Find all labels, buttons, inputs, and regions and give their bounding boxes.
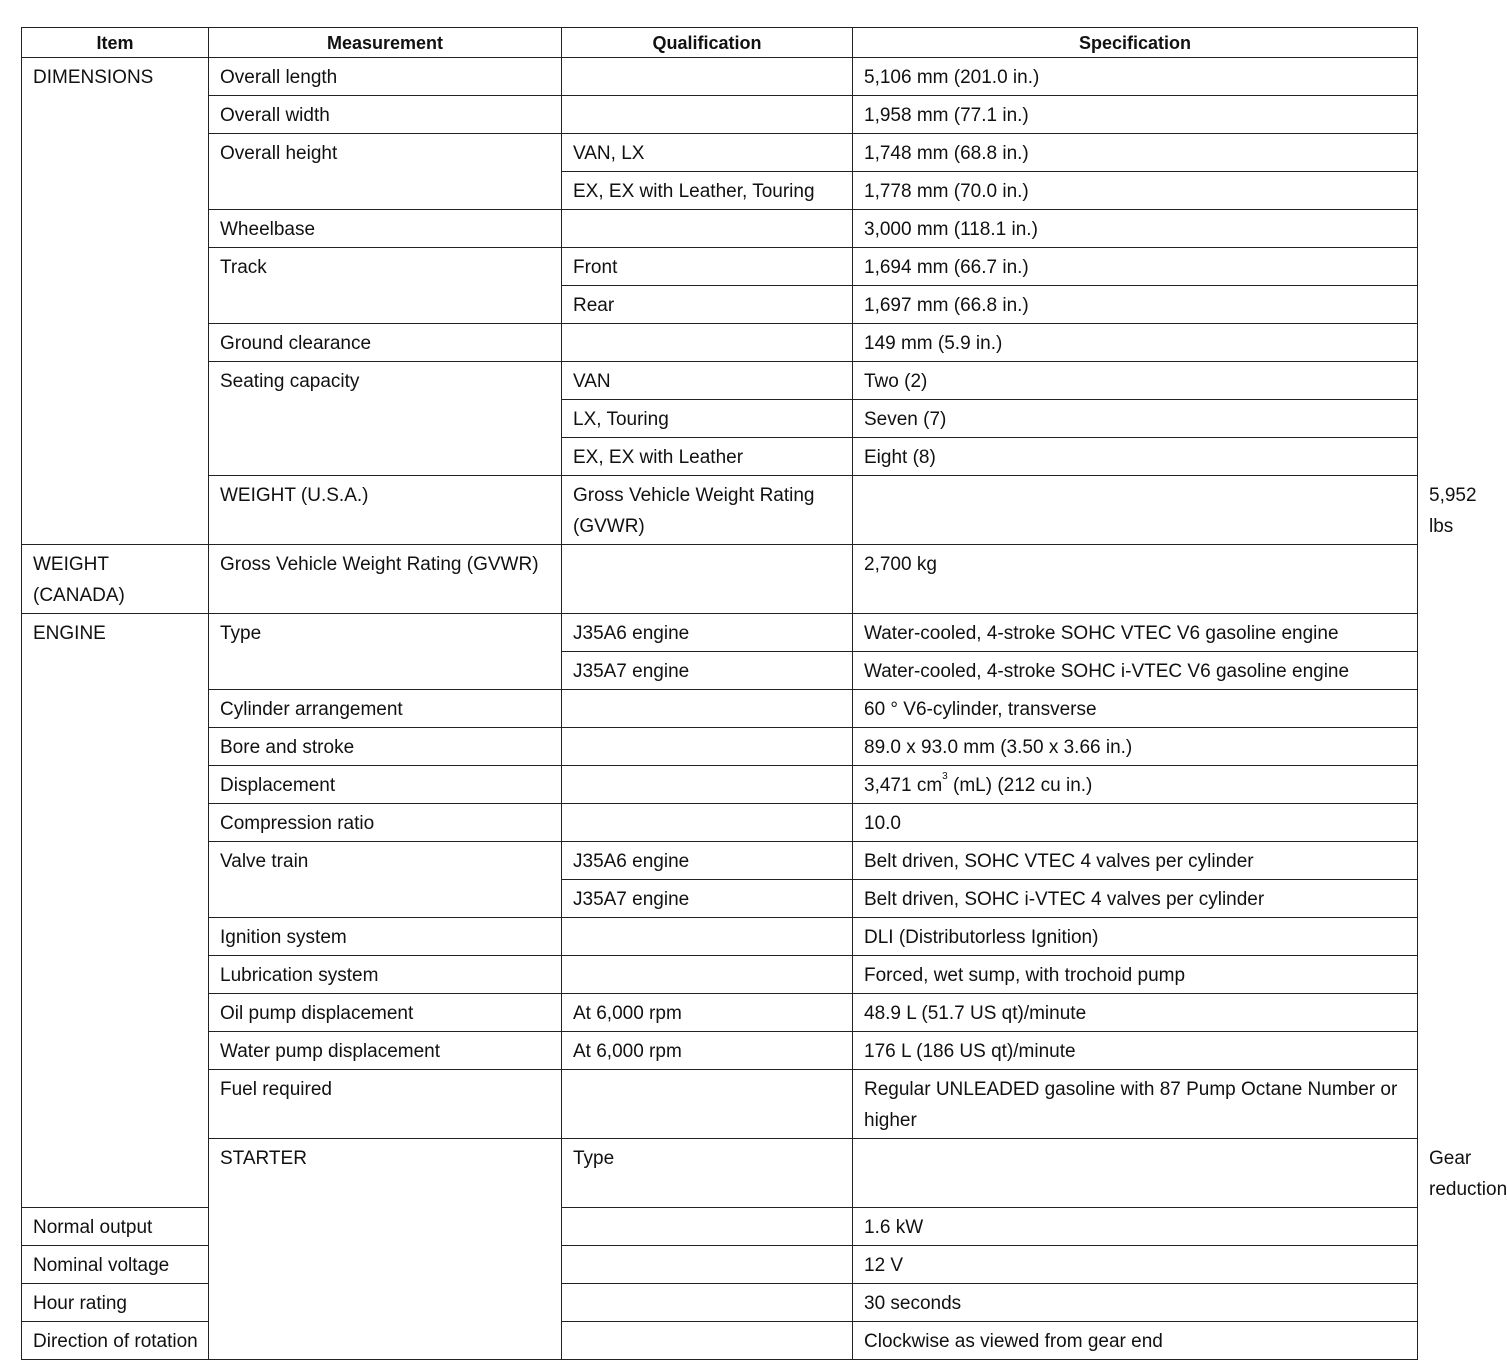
qualification-cell: J35A7 engine: [562, 652, 853, 690]
measurement-cell: Nominal voltage: [22, 1246, 209, 1284]
specification-cell: Eight (8): [853, 438, 1418, 476]
specification-cell: Two (2): [853, 362, 1418, 400]
measurement-cell: Overall width: [209, 96, 562, 134]
table-row: [22, 766, 1418, 804]
qualification-cell: [562, 804, 853, 842]
table-row: [22, 362, 1418, 400]
measurement-cell: Lubrication system: [209, 956, 562, 994]
measurement-cell: Ignition system: [209, 918, 562, 956]
qualification-cell: [562, 728, 853, 766]
specification-cell: 3,000 mm (118.1 in.): [853, 210, 1418, 248]
qualification-cell: [562, 545, 853, 614]
measurement-cell: Valve train: [209, 842, 562, 918]
measurement-cell: Cylinder arrangement: [209, 690, 562, 728]
header-specification: Specification: [853, 28, 1418, 58]
header-measurement: Measurement: [209, 28, 562, 58]
header-row: [22, 28, 1418, 58]
table-row: [22, 58, 1418, 96]
qualification-cell: [562, 1284, 853, 1322]
measurement-cell: Type: [562, 1139, 853, 1208]
specification-cell: 2,700 kg: [853, 545, 1418, 614]
qualification-cell: [562, 96, 853, 134]
table-row: [22, 994, 1418, 1032]
header-qualification: Qualification: [562, 28, 853, 58]
specification-cell: 60 ° V6-cylinder, transverse: [853, 690, 1418, 728]
header-item: Item: [22, 28, 209, 58]
table-row: [22, 842, 1418, 880]
qualification-cell: J35A6 engine: [562, 614, 853, 652]
qualification-cell: EX, EX with Leather, Touring: [562, 172, 853, 210]
specification-cell: 10.0: [853, 804, 1418, 842]
qualification-cell: EX, EX with Leather: [562, 438, 853, 476]
table-row: [22, 1032, 1418, 1070]
qualification-cell: Front: [562, 248, 853, 286]
qualification-cell: [562, 1208, 853, 1246]
measurement-cell: Direction of rotation: [22, 1322, 209, 1360]
table-row: [22, 918, 1418, 956]
measurement-cell: Oil pump displacement: [209, 994, 562, 1032]
table-row: STARTER Type Gear reduction: [22, 1139, 1418, 1208]
specification-cell: Regular UNLEADED gasoline with 87 Pump Octane Number or higher: [853, 1070, 1418, 1139]
qualification-cell: [853, 476, 1418, 545]
specification-cell: Clockwise as viewed from gear end: [853, 1322, 1418, 1360]
item-weight-canada: WEIGHT (CANADA): [22, 545, 209, 614]
measurement-cell: Type: [209, 614, 562, 690]
specification-cell: Water-cooled, 4-stroke SOHC i-VTEC V6 gasoline engine: [853, 652, 1418, 690]
spec-table: [21, 27, 1507, 1360]
specification-cell: Seven (7): [853, 400, 1418, 438]
qualification-cell: [562, 1070, 853, 1139]
table-row: [22, 134, 1418, 172]
specification-cell: 176 L (186 US qt)/minute: [853, 1032, 1418, 1070]
table-row: [22, 210, 1418, 248]
qualification-cell: At 6,000 rpm: [562, 1032, 853, 1070]
measurement-cell: Normal output: [22, 1208, 209, 1246]
table-body: [22, 58, 1507, 1360]
specification-cell: 1.6 kW: [853, 1208, 1418, 1246]
table-row: [22, 545, 1418, 614]
qualification-cell: [562, 766, 853, 804]
specification-cell: DLI (Distributorless Ignition): [853, 918, 1418, 956]
measurement-cell: Water pump displacement: [209, 1032, 562, 1070]
table-row: [22, 248, 1418, 286]
qualification-cell: J35A7 engine: [562, 880, 853, 918]
qualification-cell: VAN, LX: [562, 134, 853, 172]
qualification-cell: [562, 58, 853, 96]
measurement-cell: Ground clearance: [209, 324, 562, 362]
specification-cell: Belt driven, SOHC VTEC 4 valves per cylinder: [853, 842, 1418, 880]
table-row: [22, 956, 1418, 994]
specification-cell: 1,958 mm (77.1 in.): [853, 96, 1418, 134]
specification-cell: 12 V: [853, 1246, 1418, 1284]
specification-cell: 1,778 mm (70.0 in.): [853, 172, 1418, 210]
specification-cell: [853, 766, 1418, 804]
measurement-cell: Displacement: [209, 766, 562, 804]
specification-cell: 149 mm (5.9 in.): [853, 324, 1418, 362]
qualification-cell: [562, 1246, 853, 1284]
table-row: [22, 614, 1418, 652]
table-row: [22, 804, 1418, 842]
displacement-value: 3,471 cm: [864, 775, 943, 796]
specification-cell: Belt driven, SOHC i-VTEC 4 valves per cylinder: [853, 880, 1418, 918]
measurement-cell: Compression ratio: [209, 804, 562, 842]
qualification-cell: J35A6 engine: [562, 842, 853, 880]
qualification-cell: [562, 690, 853, 728]
measurement-cell: Fuel required: [209, 1070, 562, 1139]
qualification-cell: Rear: [562, 286, 853, 324]
item-dimensions: DIMENSIONS: [22, 58, 209, 545]
measurement-cell: Wheelbase: [209, 210, 562, 248]
qualification-cell: LX, Touring: [562, 400, 853, 438]
specification-cell: 1,748 mm (68.8 in.): [853, 134, 1418, 172]
table-row: [22, 324, 1418, 362]
qualification-cell: [853, 1139, 1418, 1208]
specification-cell: 30 seconds: [853, 1284, 1418, 1322]
table-row: [22, 1070, 1418, 1139]
measurement-cell: Track: [209, 248, 562, 324]
specification-cell: Water-cooled, 4-stroke SOHC VTEC V6 gasoline engine: [853, 614, 1418, 652]
cubed-superscript: 3: [942, 771, 948, 782]
qualification-cell: [562, 324, 853, 362]
measurement-cell: Overall length: [209, 58, 562, 96]
specification-cell: 48.9 L (51.7 US qt)/minute: [853, 994, 1418, 1032]
measurement-cell: Hour rating: [22, 1284, 209, 1322]
qualification-cell: [562, 210, 853, 248]
specification-cell: Forced, wet sump, with trochoid pump: [853, 956, 1418, 994]
qualification-cell: [562, 956, 853, 994]
measurement-cell: Overall height: [209, 134, 562, 210]
specification-cell: 5,106 mm (201.0 in.): [853, 58, 1418, 96]
measurement-cell: Seating capacity: [209, 362, 562, 476]
specification-cell: 1,694 mm (66.7 in.): [853, 248, 1418, 286]
qualification-cell: At 6,000 rpm: [562, 994, 853, 1032]
item-weight-usa: WEIGHT (U.S.A.): [209, 476, 562, 545]
specification-cell: 1,697 mm (66.8 in.): [853, 286, 1418, 324]
table-header: [22, 28, 1418, 58]
measurement-cell: Gross Vehicle Weight Rating (GVWR): [562, 476, 853, 545]
specification-cell: 89.0 x 93.0 mm (3.50 x 3.66 in.): [853, 728, 1418, 766]
item-starter: STARTER: [209, 1139, 562, 1360]
item-engine: ENGINE: [22, 614, 209, 1208]
measurement-cell: Gross Vehicle Weight Rating (GVWR): [209, 545, 562, 614]
table-row: [22, 690, 1418, 728]
qualification-cell: [562, 1322, 853, 1360]
qualification-cell: [562, 918, 853, 956]
table-row: WEIGHT (U.S.A.) Gross Vehicle Weight Rating (GVWR) 5,952 lbs: [22, 476, 1418, 545]
qualification-cell: VAN: [562, 362, 853, 400]
table-row: [22, 728, 1418, 766]
measurement-cell: Bore and stroke: [209, 728, 562, 766]
table-row: [22, 96, 1418, 134]
displacement-unit: (mL) (212 cu in.): [947, 775, 1093, 796]
